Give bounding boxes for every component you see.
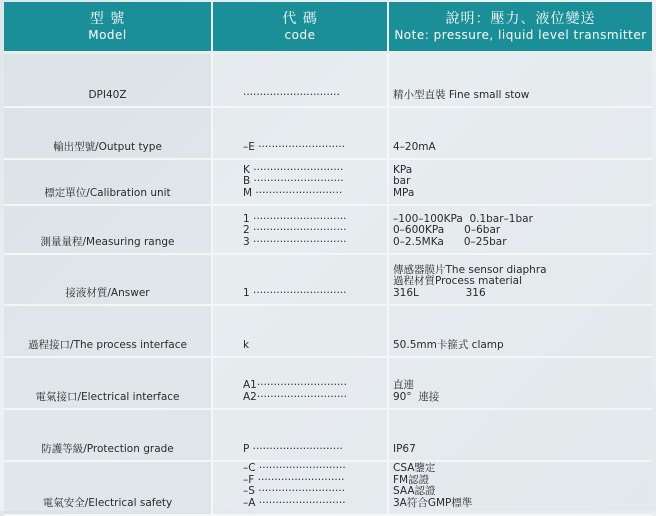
code-item: 3 ····························: [243, 235, 347, 248]
row-label-text: 輸出型號/Output type: [53, 140, 162, 153]
code-item: A2···························: [243, 390, 347, 403]
table-row: [4, 54, 652, 108]
code-item: ·····························: [243, 88, 340, 101]
row-label: [4, 160, 213, 204]
value-item: FM認證: [393, 473, 430, 486]
row-label: [4, 462, 213, 514]
row-label: [4, 358, 213, 408]
code-item: 1 ····························: [243, 286, 347, 299]
row-label-text: 防護等級/Protection grade: [41, 442, 174, 455]
table-row: [4, 255, 652, 306]
value-item: KPa: [393, 163, 413, 176]
code-item: M ··························: [243, 186, 343, 199]
row-label-text: DPI40Z: [88, 88, 127, 101]
row-label-text: 測量量程/Measuring range: [40, 235, 175, 248]
table-row: [4, 160, 652, 206]
value-item: 50.5mm卡箍式 clamp: [393, 338, 504, 351]
code-item: –C ··························: [243, 462, 346, 474]
value-item: CSA鑒定: [393, 462, 436, 474]
value-item: 90° 連接: [393, 390, 440, 403]
value-item: IP67: [393, 442, 416, 455]
code-item: P ···························: [243, 442, 343, 455]
row-label-text: 過程接口/The process interface: [28, 338, 187, 351]
header-code-zh: 代 碼: [282, 10, 318, 27]
value-item: 0–600KPa 0–6bar: [393, 224, 501, 236]
row-label: [4, 108, 213, 158]
row-label: [4, 54, 213, 106]
row-values: [389, 462, 652, 514]
value-item: –100–100KPa 0.1bar–1bar: [393, 212, 533, 225]
row-values: [389, 410, 652, 460]
value-item: 4–20mA: [393, 140, 436, 153]
code-item: 1 ····························: [243, 212, 347, 225]
row-codes: [213, 306, 389, 356]
row-codes: [213, 462, 389, 514]
code-item: A1···························: [243, 379, 347, 391]
code-item: –E ··························: [243, 140, 346, 153]
table-header: [4, 2, 652, 54]
value-item: 傳感器膜片The sensor diaphra: [393, 263, 547, 276]
row-values: [389, 206, 652, 253]
table-body: [4, 54, 652, 516]
header-desc-en: Note: pressure, liquid level transmitter: [394, 27, 647, 42]
header-model: [4, 2, 213, 51]
row-codes: [213, 160, 389, 204]
row-codes: [213, 255, 389, 304]
table-row: [4, 358, 652, 410]
header-code-en: code: [284, 27, 316, 42]
code-item: –A ··························: [243, 496, 346, 509]
header-desc: [389, 2, 652, 51]
row-values: [389, 108, 652, 158]
row-codes: [213, 410, 389, 460]
row-label-text: 電氣接口/Electrical interface: [35, 390, 180, 403]
row-codes: [213, 108, 389, 158]
code-item: –S ··························: [243, 485, 346, 497]
row-values: [389, 255, 652, 304]
header-desc-zh: 說明：壓力、液位變送: [445, 10, 596, 27]
table-row: [4, 206, 652, 255]
row-values: [389, 358, 652, 408]
row-label: [4, 306, 213, 356]
row-label: [4, 206, 213, 253]
code-item: k: [243, 338, 250, 351]
row-label-text: 標定單位/Calibration unit: [44, 186, 171, 199]
row-label: [4, 410, 213, 460]
row-values: [389, 160, 652, 204]
row-codes: [213, 358, 389, 408]
row-label-text: 接液材質/Answer: [65, 286, 150, 299]
row-codes: [213, 54, 389, 106]
value-item: 精小型直裝 Fine small stow: [393, 88, 530, 101]
code-item: B ···························: [243, 175, 344, 187]
row-values: [389, 306, 652, 356]
value-item: SAA認證: [393, 485, 436, 497]
row-codes: [213, 206, 389, 253]
table-row: [4, 306, 652, 358]
header-code: [213, 2, 389, 51]
header-model-en: Model: [88, 27, 127, 42]
spec-table: [4, 2, 652, 516]
value-item: 316L 316: [393, 286, 486, 299]
value-item: 3A符合GMP標準: [393, 496, 473, 509]
header-model-zh: 型 號: [89, 10, 126, 27]
value-item: 過程材質Process material: [393, 275, 522, 287]
value-item: 0–2.5MKa 0–25bar: [393, 235, 507, 248]
code-item: K ···························: [243, 163, 344, 176]
value-item: 直連: [393, 379, 414, 391]
row-label: [4, 255, 213, 304]
code-item: 2 ····························: [243, 224, 347, 236]
value-item: MPa: [393, 186, 415, 199]
value-item: bar: [393, 175, 411, 187]
row-label-text: 電氣安全/Electrical safety: [42, 496, 173, 509]
table-row: [4, 108, 652, 160]
row-values: [389, 54, 652, 106]
code-item: –F ··························: [243, 473, 345, 486]
table-row: [4, 410, 652, 462]
table-row: [4, 462, 652, 516]
